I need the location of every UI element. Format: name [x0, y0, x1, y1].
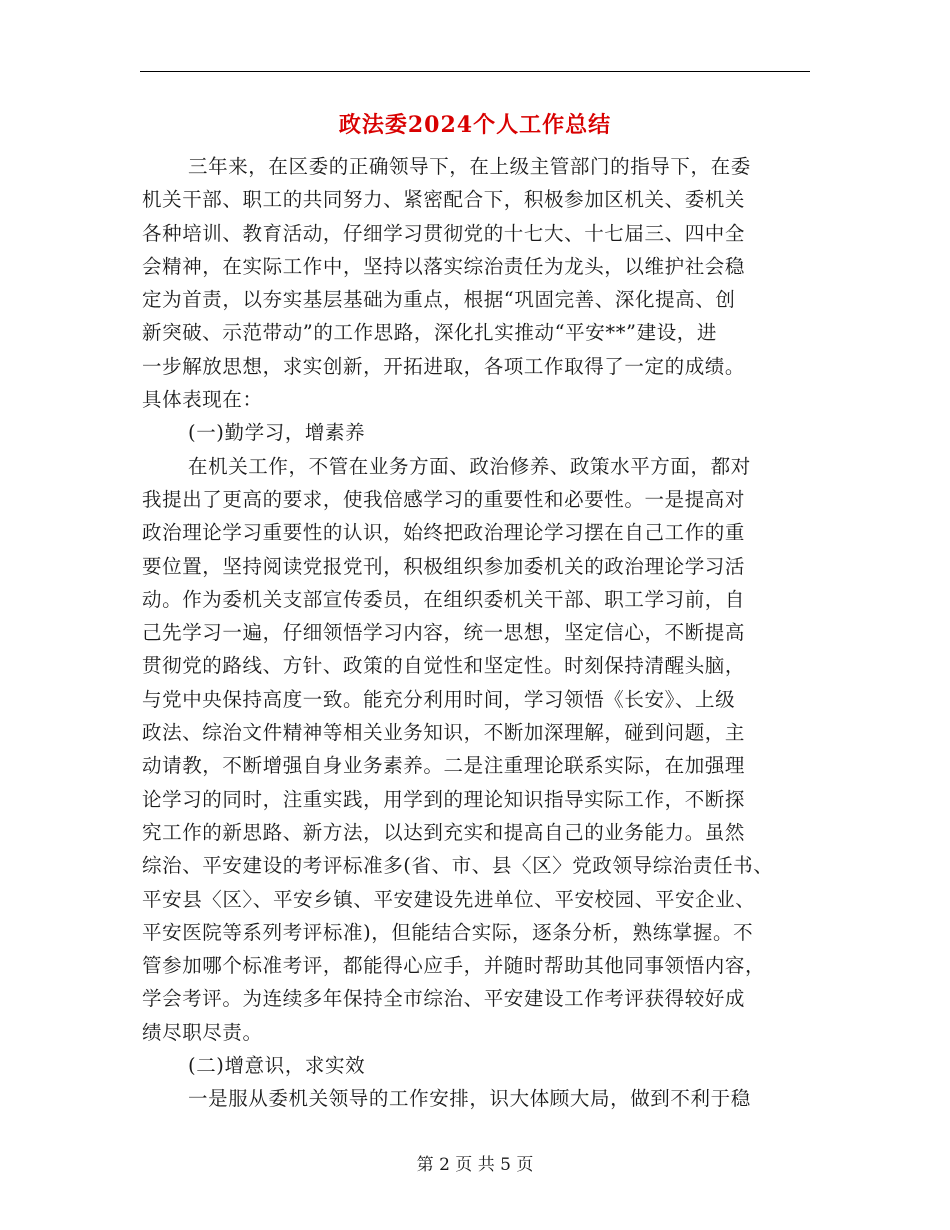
text-line: 平安县〈区〉、平安乡镇、平安建设先进单位、平安校园、平安企业、 — [142, 887, 756, 911]
document-title: 政法委2024个人工作总结 — [338, 112, 612, 138]
text-line: 动。作为委机关支部宣传委员，在组织委机关干部、职工学习前，自 — [142, 587, 746, 611]
document-body — [142, 150, 810, 1116]
text-line: 究工作的新思路、新方法，以达到充实和提高自己的业务能力。虽然 — [142, 820, 746, 844]
text-line: 绩尽职尽责。 — [142, 1020, 263, 1044]
text-line: 在机关工作，不管在业务方面、政治修养、政策水平方面，都对 — [188, 454, 751, 478]
text-line: 己先学习一遍，仔细领悟学习内容，统一思想，坚定信心，不断提高 — [142, 621, 746, 645]
text-line: 我提出了更高的要求，使我倍感学习的重要性和必要性。一是提高对 — [142, 487, 746, 511]
page-number: 第 2 页 共 5 页 — [416, 1155, 534, 1175]
text-line: 会精神，在实际工作中，坚持以落实综治责任为龙头，以维护社会稳 — [142, 254, 746, 278]
text-line: 三年来，在区委的正确领导下，在上级主管部门的指导下，在委 — [188, 155, 751, 178]
text-line: 平安医院等系列考评标准)，但能结合实际，逐条分析，熟练掌握。不 — [142, 920, 754, 944]
text-line: 政法、综治文件精神等相关业务知识，不断加深理解，碰到问题，主 — [142, 721, 746, 745]
text-line: 综治、平安建设的考评标准多(省、市、县〈区〉党政领导综治责任书、 — [142, 854, 774, 878]
text-line: 政治理论学习重要性的认识，始终把政治理论学习摆在自己工作的重 — [142, 521, 746, 545]
text-line: 动请教，不断增强自身业务素养。二是注重理论联系实际，在加强理 — [142, 754, 746, 778]
text-line: 与党中央保持高度一致。能充分利用时间，学习领悟《长安》、上级 — [142, 687, 736, 711]
text-line: 各种培训、教育活动，仔细学习贯彻党的十七大、十七届三、四中全 — [142, 221, 746, 245]
text-line: (二)增意识，求实效 — [188, 1054, 366, 1078]
text-line: 管参加哪个标准考评，都能得心应手，并随时帮助其他同事领悟内容， — [142, 954, 766, 978]
text-line: 一是服从委机关领导的工作安排，识大体顾大局，做到不利于稳 — [188, 1087, 751, 1111]
header-rule — [140, 71, 810, 72]
text-line: 要位置，坚持阅读党报党刊，积极组织参加委机关的政治理论学习活 — [142, 554, 746, 578]
text-line: 具体表现在： — [142, 388, 263, 412]
text-line: 贯彻党的路线、方针、政策的自觉性和坚定性。时刻保持清醒头脑， — [142, 654, 746, 678]
text-line: 定为首责，以夯实基层基础为重点，根据“巩固完善、深化提高、创 — [142, 288, 736, 312]
text-line: 新突破、示范带动”的工作思路，深化扎实推动“平安**”建设，进 — [142, 321, 718, 345]
text-line: 学会考评。为连续多年保持全市综治、平安建设工作考评获得较好成 — [142, 987, 746, 1011]
text-line: 机关干部、职工的共同努力、紧密配合下，积极参加区机关、委机关 — [142, 188, 746, 212]
text-line: 论学习的同时，注重实践，用学到的理论知识指导实际工作，不断探 — [142, 787, 746, 811]
text-line: 一步解放思想，求实创新，开拓进取，各项工作取得了一定的成绩。 — [142, 354, 746, 378]
text-line: (一)勤学习，增素养 — [188, 421, 366, 445]
